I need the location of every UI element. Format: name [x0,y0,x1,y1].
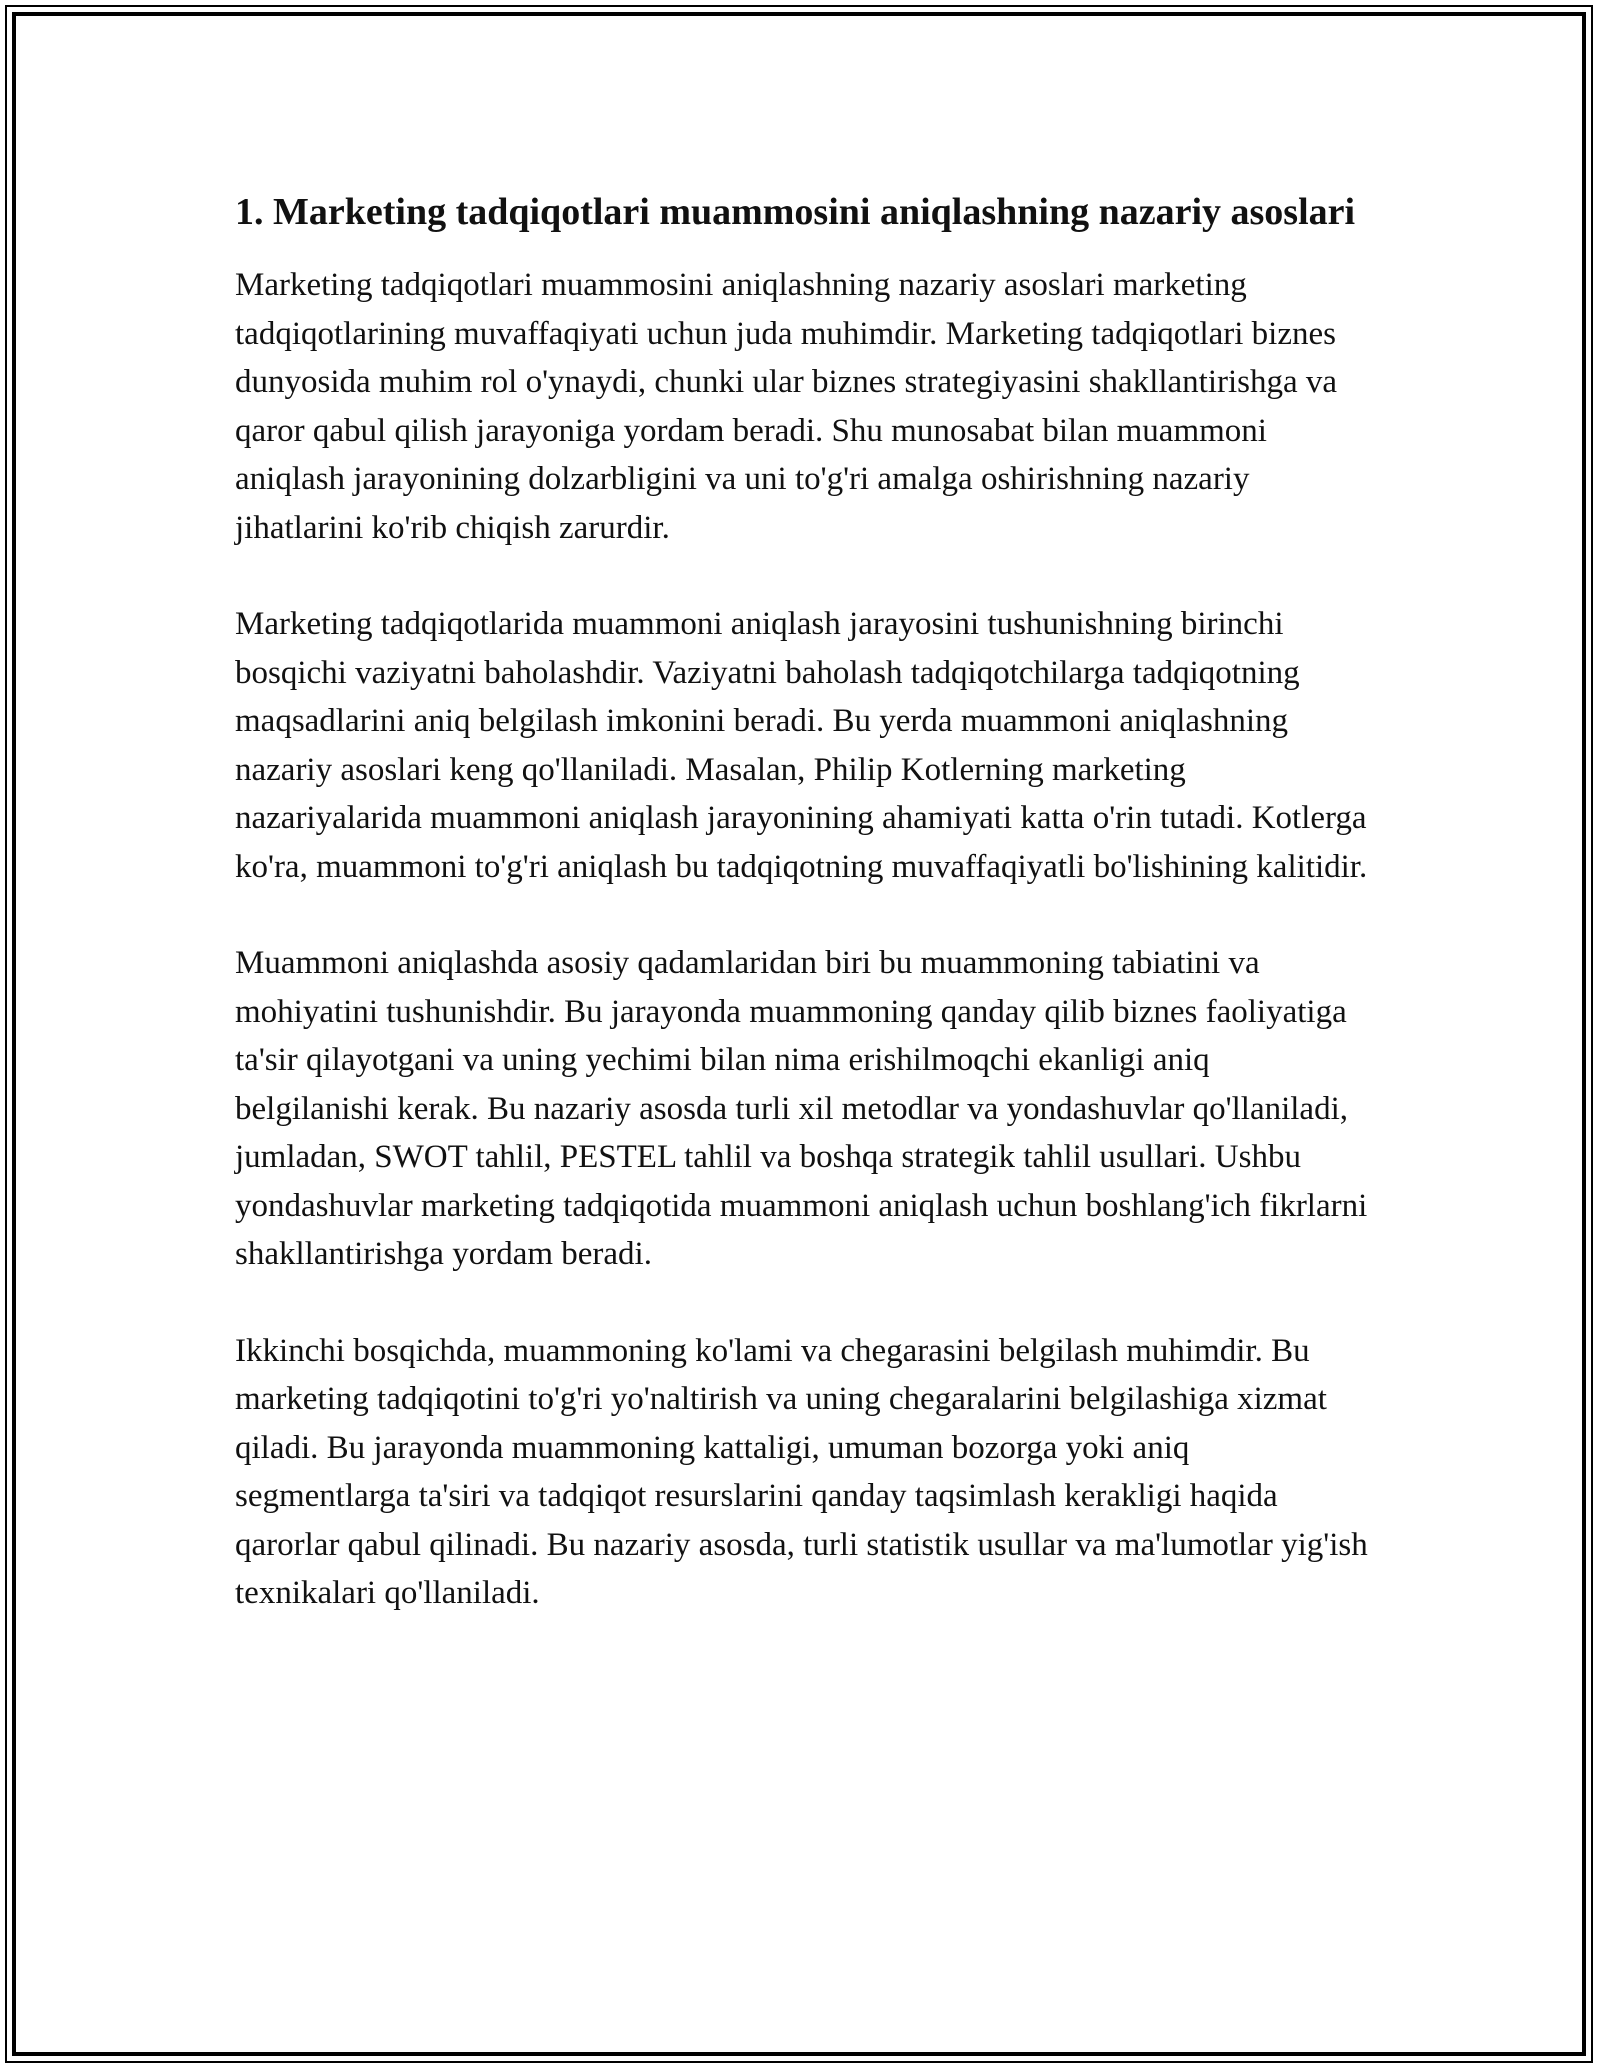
paragraph-4: Ikkinchi bosqichda, muammoning ko'lami va chegarasini belgilash muhimdir. Bu marketing tadqiqotini to'g'ri yo'naltirish va uning chegaralarini belgilashiga xizmat qiladi. Bu jarayonda muammoning kattaligi, umuman bozorga yoki aniq segmentlarga ta'siri va tadqiqot resurslarini qanday taqsimlash kerakligi haqida qarorlar qabul qilinadi. Bu nazariy asosda, turli statistik usullar va ma'lumotlar yig'ish texnikalari qo'llaniladi. [235,1332,1368,1611]
paragraph-1: Marketing tadqiqotlari muammosini aniqlashning nazariy asoslari marketing tadqiqotlarining muvaffaqiyati uchun juda muhimdir. Marketing tadqiqotlari biznes dunyosida muhim rol o'ynaydi, chunki ular biznes strategiyasini shakllantirishga va qaror qabul qilish jarayoniga yordam beradi. Shu munosabat bilan muammoni aniqlash jarayonining dolzarbligini va uni to'g'ri amalga oshirishning nazariy jihatlarini ko'rib chiqish zarurdir. [235,267,1338,546]
document-title: 1. Marketing tadqiqotlari muammosini aniqlashning nazariy asoslari [235,191,1356,233]
paragraph-3: Muammoni aniqlashda asosiy qadamlaridan biri bu muammoning tabiatini va mohiyatini tushunishdir. Bu jarayonda muammoning qanday qilib biznes faoliyatiga ta'sir qilayotgani va uning yechimi bilan nima erishilmoqchi ekanligi aniq belgilanishi kerak. Bu nazariy asosda turli xil metodlar va yondashuvlar qo'llaniladi, jumladan, SWOT tahlil, PESTEL tahlil va boshqa strategik tahlil usullari. Ushbu yondashuvlar marketing tadqiqotida muammoni aniqlash uchun boshlang'ich fikrlarni shakllantirishga yordam beradi. [235,945,1368,1272]
paragraph-2: Marketing tadqiqotlarida muammoni aniqlash jarayosini tushunishning birinchi bosqichi vaziyatni baholashdir. Vaziyatni baholash tadqiqotchilarga tadqiqotning maqsadlarini aniq belgilash imkonini beradi. Bu yerda muammoni aniqlashning nazariy asoslari keng qo'llaniladi. Masalan, Philip Kotlerning marketing nazariyalarida muammoni aniqlash jarayonining ahamiyati katta o'rin tutadi. Kotlerga ko'ra, muammoni to'g'ri aniqlash bu tadqiqotning muvaffaqiyatli bo'lishining kalitidir. [235,606,1368,885]
document-body [235,185,1370,1666]
